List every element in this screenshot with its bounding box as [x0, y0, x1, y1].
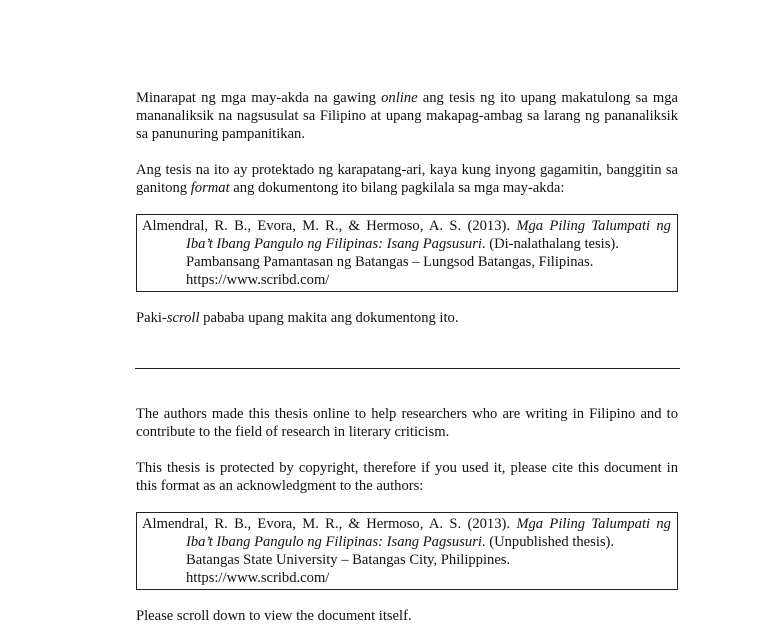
english-scroll-note: Please scroll down to view the document itself.	[136, 608, 412, 624]
english-copyright-paragraph: This thesis is protected by copyright, therefore if you used it, please cite this document in this format as an acknowledgment to the authors:	[136, 460, 678, 494]
citation-line-1: Almendral, R. B., Evora, M. R., & Hermoso, A. S. (2013). Mga Piling Talumpati ng	[142, 516, 671, 532]
filipino-intro-paragraph: Minarapat ng mga may-akda na gawing online ang tesis ng ito upang makatulong sa mga mananaliksik na nagsusulat sa Filipino at upang makapag-ambag sa larang ng pananaliksik sa panunuring pampanitikan.	[136, 90, 678, 142]
citation-line-2: Iba’t Ibang Pangulo ng Filipinas: Isang Pagsusuri. (Di-nalathalang tesis).	[186, 236, 619, 252]
citation-institution: Batangas State University – Batangas City, Philippines.	[186, 552, 511, 568]
english-citation-box	[136, 512, 678, 590]
filipino-copyright-paragraph: Ang tesis na ito ay protektado ng karapatang-ari, kaya kung inyong gagamitin, banggitin sa ganitong format ang dokumentong ito bilang pagkilala sa mga may-akda:	[136, 162, 678, 196]
filipino-section	[136, 89, 678, 327]
citation-line-1: Almendral, R. B., Evora, M. R., & Hermoso, A. S. (2013). Mga Piling Talumpati ng	[142, 218, 671, 234]
section-divider	[135, 368, 680, 369]
filipino-citation-box	[136, 214, 678, 292]
citation-institution: Pambansang Pamantasan ng Batangas – Lungsod Batangas, Filipinas.	[186, 254, 594, 270]
citation-url[interactable]: https://www.scribd.com/	[186, 272, 330, 288]
filipino-scroll-note: Paki-scroll pababa upang makita ang dokumentong ito.	[136, 310, 459, 326]
italic-format: format	[190, 180, 230, 196]
english-intro-paragraph: The authors made this thesis online to help researchers who are writing in Filipino and to contribute to the field of research in literary criticism.	[136, 406, 678, 440]
english-section	[136, 405, 678, 625]
italic-online: online	[381, 90, 418, 106]
citation-line-2: Iba’t Ibang Pangulo ng Filipinas: Isang Pagsusuri. (Unpublished thesis).	[186, 534, 615, 550]
citation-url[interactable]: https://www.scribd.com/	[186, 570, 330, 586]
